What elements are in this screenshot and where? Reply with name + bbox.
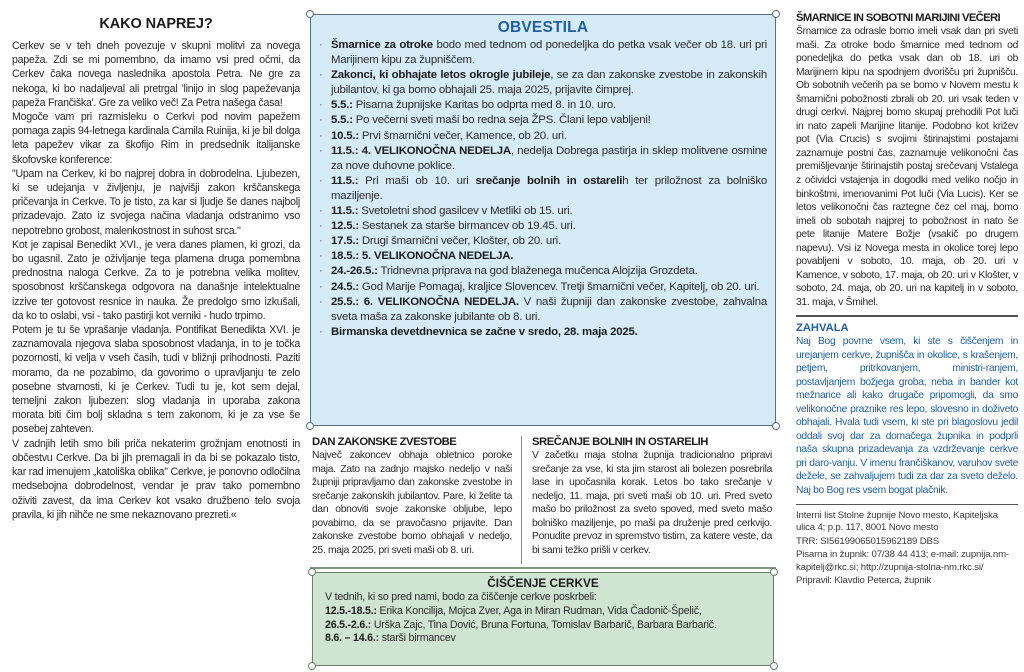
imprint-editor: Pripravil: Klavdio Peterca, župnik xyxy=(796,575,932,587)
corner-notch xyxy=(308,662,316,670)
article-srecanje-bolnih xyxy=(532,436,772,557)
corner-notch xyxy=(772,10,780,18)
announcement-item: · 11.5.: Svetoletni shod gasilcev v Metliki ob 15. uri. xyxy=(319,204,767,219)
bullet-icon: · xyxy=(319,144,323,157)
article-title: SREČANJE BOLNIH IN OSTARELIH xyxy=(532,436,708,448)
announcement-item: · Zakonci, ki obhajate letos okrogle jubileje, se za dan zakonske zvestobe in zakonskih jubilantov, ki ga bomo obhajali 25. maja 2025, prijavite čimprej. xyxy=(319,69,767,97)
bullet-icon: · xyxy=(319,174,323,187)
corner-notch xyxy=(772,422,780,430)
article-paragraph: V zadnjih letih smo bili priča nekaterim grožnjam enotnosti in občestvu Cerkve. Da bi jih premagali in da bi se pokazalo tisto, kar rad imenujem „katoliška oblika" Cerkve, je ponovno odločilna medsebojna dobrodelnost, vendar je prav tako pomembno oživiti zavest, da ima Cerkev kot vsako družbeno telo svoja pravila, ki jih nihče ne sme nekaznovano prezreti.« xyxy=(12,437,300,521)
cleaning-row: 12.5.-18.5.: Erika Koncilija, Mojca Zver, Aga in Miran Rudman, Vida Čadonič-Špelič, xyxy=(325,604,702,617)
bullet-icon: · xyxy=(319,280,323,293)
cleaning-title: ČIŠČENJE CERKVE xyxy=(487,576,599,590)
article-paragraph: Cerkev se v teh dneh povezuje v skupni molitvi za novega papeža. Zdi se mi pomembno, da imamo vsi pred očmi, da Cerkev čaka novega naslednika apostola Petra. Ne gre za nekoga, ki bo nadaljeval ali pretrgal 'linijo in slog papeževanja papeža Frančiška'. Gre za veliko več! Za Petra našega časa! xyxy=(12,40,300,109)
bullet-icon: · xyxy=(319,235,323,248)
bullet-icon: · xyxy=(319,99,323,112)
article-title: KAKO NAPREJ? xyxy=(99,16,213,32)
bullet-icon: · xyxy=(319,325,323,338)
announcements-list xyxy=(319,38,767,340)
announcement-item: · 12.5.: Sestanek za starše birmancev ob 19.45. uri. xyxy=(319,219,767,234)
announcement-item: · 11.5.: Pri maši ob 10. uri srečanje bolnih in ostarelih ter priložnost za bolniško maziljenje. xyxy=(319,174,767,202)
article-body: Največ zakoncev obhaja obletnico poroke maja. Zato na zadnjo majsko nedeljo v naši župniji pripravljamo dan zakonske zvestobe in srečanje zakonskih jubilantov. Pare, ki želite ta dan obnoviti svoje zakonske obljube, lepo povabimo, da se pravočasno prijavite. Dan zakonske zvestobe bomo obhajali v nedeljo, 25. maja 2025, pri sveti maši ob 8. uri. xyxy=(312,450,512,556)
right-column xyxy=(796,12,1018,588)
announcement-item: · 24.5.: God Marije Pomagaj, kraljice Slovencev. Tretji šmarnični večer, Kapitelj, ob 20. uri. xyxy=(319,280,767,295)
article-paragraph: Mogoče vam pri razmisleku o Cerkvi pod novim papežem pomaga zapis 94-letnega kardinala Camila Ruinija, ki je bil dolga leta papežev vikar za škofijo Rim in predsednik italijanske škofovske konference: xyxy=(12,111,300,166)
imprint-bank: TRR: SI56199065015962189 DBS xyxy=(796,535,940,547)
article-title: ŠMARNICE IN SOBOTNI MARIJINI VEČERI xyxy=(796,12,1001,24)
bullet-icon: · xyxy=(319,205,323,218)
article-body: Šmarnice za odrasle bomo imeli vsak dan pri sveti maši. Za otroke bodo šmarnice med tednom od ponedeljka do petka vsak dan ob 18. uri ob Marijinem kipu na spodnjem dvorišču pri župnišču. Ob sobotnih večerih pa se bomo v Novem mestu k šmarnični pobožnosti zbrali ob 20. uri vsak teden v drugi cerkvi. Najprej bomo skupaj prehodili Pot luči in nato zapeli Marijine litanije. Podobno kot križev pot (Via Crucis) s svojimi štirinajstimi postajami zaznamuje postni čas, zaznamuje velikonočni čas premišljevanje štirinajstih postaj srečevanj Vstalega z očividci vstajenja in dogodki med veliko nočjo in binkoštmi, imenovanimi Pot luči (Via Lucis). Ker se letos velikonočni čas raztegne čez cel maj, bomo imeli ob sobotah najprej to pobožnost in nato še pete litanije Matere Božje (vsakič po drugem napevu). Vsi iz Novega mesta in okolice torej lepo povabljeni v soboto, 10. maja, ob 20. uri v Kamence, v soboto, 17. maja, ob 20. uri v Klošter, v soboto, 24. maja, ob 20. uri na kapitelj in v soboto, 31. maja, v Šmihel. xyxy=(796,26,1018,308)
article-paragraph: Kot je zapisal Benedikt XVI., je vera danes plamen, ki grozi, da bo ugasnil. Zato je oživljanje tega plamena druga pomembna prednostna naloga Cerkve. Za to je potrebna velika molitev, sposobnost krščanskega odgovora na današnje intelektualne izzive ter gotovost resnice in nauka. Že predolgo smo izkušali, da ko to oslabi, vsi - tako pastirji kot verniki - hudo trpimo. xyxy=(12,238,300,322)
cleaning-row: 26.5.-2.6.: Urška Zajc, Tina Dović, Bruna Fortuna, Tomislav Barbarič, Barbara Barbarič. xyxy=(325,618,717,631)
thanks-body: Naj Bog povrne vsem, ki ste s čiščenjem in urejanjem cerkve, župnišča in okolice, s krašenjem, petjem, pritrkovanjem, ministri-ranjem, postavljanjem božjega groba, neba in bander kot mežnarice ali kako drugače pripomogli, da smo velikonočne praznike res lepo, slovesno in doživeto obhajali. Hvala tudi vsem, ki ste pri blagoslovu jedil oddali svoj dar za domačega župnika in podprli naša skupna prizadevanja za vzdrževanje cerkve pri daro-vanju. V imenu frančiškanov, varuhov svete dežele, se zahvaljujem tudi za dar za sveto deželo. Naj bo Bog res vsem bogat plačnik. xyxy=(796,335,1018,496)
announcements-title: OBVESTILA xyxy=(497,19,589,36)
bullet-icon: · xyxy=(319,295,323,308)
announcement-item: · 25.5.: 6. VELIKONOČNA NEDELJA. V naši župniji dan zakonske zvestobe, zahvalna sveta maša za zakonske jubilante ob 8. uri. xyxy=(319,295,768,323)
article-body: V začetku maja stolna župnija tradicionalno pripravi srečanje za vse, ki sta jim starost ali bolezen posrebrila lase in upočasnila korak. Letos bo tako srečanje v nedeljo, 11. maja, pri sveti maši ob 10. uri. Pred sveto mašo bo priložnost za sveto spoved, med sveto mašo bolniško maziljenje, po maši pa druženje pred cerkvijo. Ponudite prevoz in spremstvo tistim, za katere veste, da bi sami težko prišli v cerkev. xyxy=(532,450,772,556)
thanks-title: ZAHVALA xyxy=(796,321,849,334)
announcement-item: · 10.5.: Prvi šmarnični večer, Kamence, ob 20. uri. xyxy=(319,129,767,144)
bullet-icon: · xyxy=(319,250,323,263)
announcement-item: · Šmarnice za otroke bodo med tednom od ponedeljka do petka vsak večer ob 18. uri pri Marijinem kipu za župniščem. xyxy=(319,39,767,67)
section-divider xyxy=(796,504,1018,506)
bullet-icon: · xyxy=(319,265,323,278)
announcement-item: · 5.5.: Pisarna župnijske Karitas bo odprta med 8. in 10. uro. xyxy=(319,98,767,113)
announcement-item: · 11.5.: 4. VELIKONOČNA NEDELJA, nedelja Dobrega pastirja in sklep molitvene osmine za nove duhovne poklice. xyxy=(319,144,767,172)
bullet-icon: · xyxy=(319,220,323,233)
corner-notch xyxy=(306,10,314,18)
bullet-icon: · xyxy=(319,129,323,142)
article-kako-naprej xyxy=(12,16,300,522)
bullet-icon: · xyxy=(319,69,323,82)
article-title: DAN ZAKONSKE ZVESTOBE xyxy=(312,436,457,448)
article-dan-zakonske-zvestobe xyxy=(312,436,512,557)
announcement-item: · 17.5.: Drugi šmarnični večer, Klošter, ob 20. uri. xyxy=(319,234,767,249)
announcement-item: · 18.5.: 5. VELIKONOČNA NEDELJA. xyxy=(319,249,767,264)
section-divider xyxy=(310,567,776,569)
corner-notch xyxy=(770,568,778,576)
cleaning-intro: V tednih, ki so pred nami, bodo za čiščenje cerkve poskrbeli: xyxy=(325,591,597,603)
bullet-icon: · xyxy=(319,114,323,127)
church-cleaning-box xyxy=(312,572,774,666)
article-paragraph: "Upam na Cerkev, ki bo najprej dobra in dobrodelna. Ljubezen, ki se udejanja v življenju, je najvišji zakon krščanskega pričevanja in Cerkve. To je tisto, za kar si ljudje še danes najbolj prizadevajo. Zato iz svojega načina vladanja odstranimo vso nepotrebno grobost, malenkostnost in suhost srca." xyxy=(12,167,300,237)
announcement-item: · 5.5.: Po večerni sveti maši bo redna seja ŽPS. Člani lepo vabljeni! xyxy=(319,113,767,128)
announcements-box xyxy=(310,14,776,426)
corner-notch xyxy=(770,662,778,670)
article-paragraph: Potem je tu še vprašanje vladanja. Pontifikat Benedikta XVI. je zaznamovala njegova slaba sposobnost vladanja, in to je točka pozornosti, ki velja v vseh časih, tudi v bližnji prihodnosti. Paziti moramo, da ne pozabimo, da govorimo o upravljanju te zelo posebne stvarnosti, ki je Cerkev. Tudi tu je, kot sem dejal, temeljni zakon ljubezen: slog vladanja in uporaba zakona morata biti čim bolj skladna s tem zakonom, ki je za vse še posebej zahteven. xyxy=(12,324,300,436)
imprint-contact: Pisarna in župnik: 07/38 44 413; e-mail: zupnija.nm-kapitelj@rkc.si; http://zupnija-stolna-nm.rkc.si/ xyxy=(796,549,1009,573)
section-divider xyxy=(796,315,1018,317)
corner-notch xyxy=(308,568,316,576)
cleaning-row: 8.6. – 14.6.: starši birmancev xyxy=(325,632,456,645)
corner-notch xyxy=(306,422,314,430)
announcement-item: · Birmanska devetdnevnica se začne v sredo, 28. maja 2025. xyxy=(319,325,767,340)
column-divider xyxy=(521,436,522,564)
announcement-item: · 24.-26.5.: Tridnevna priprava na god blaženega mučenca Alojzija Grozdeta. xyxy=(319,264,767,279)
imprint xyxy=(796,510,1018,587)
bullet-icon: · xyxy=(319,39,323,51)
imprint-address: Interni list Stolne župnije Novo mesto, Kapiteljska ulica 4; p.p. 117, 8001 Novo mesto xyxy=(796,510,998,534)
